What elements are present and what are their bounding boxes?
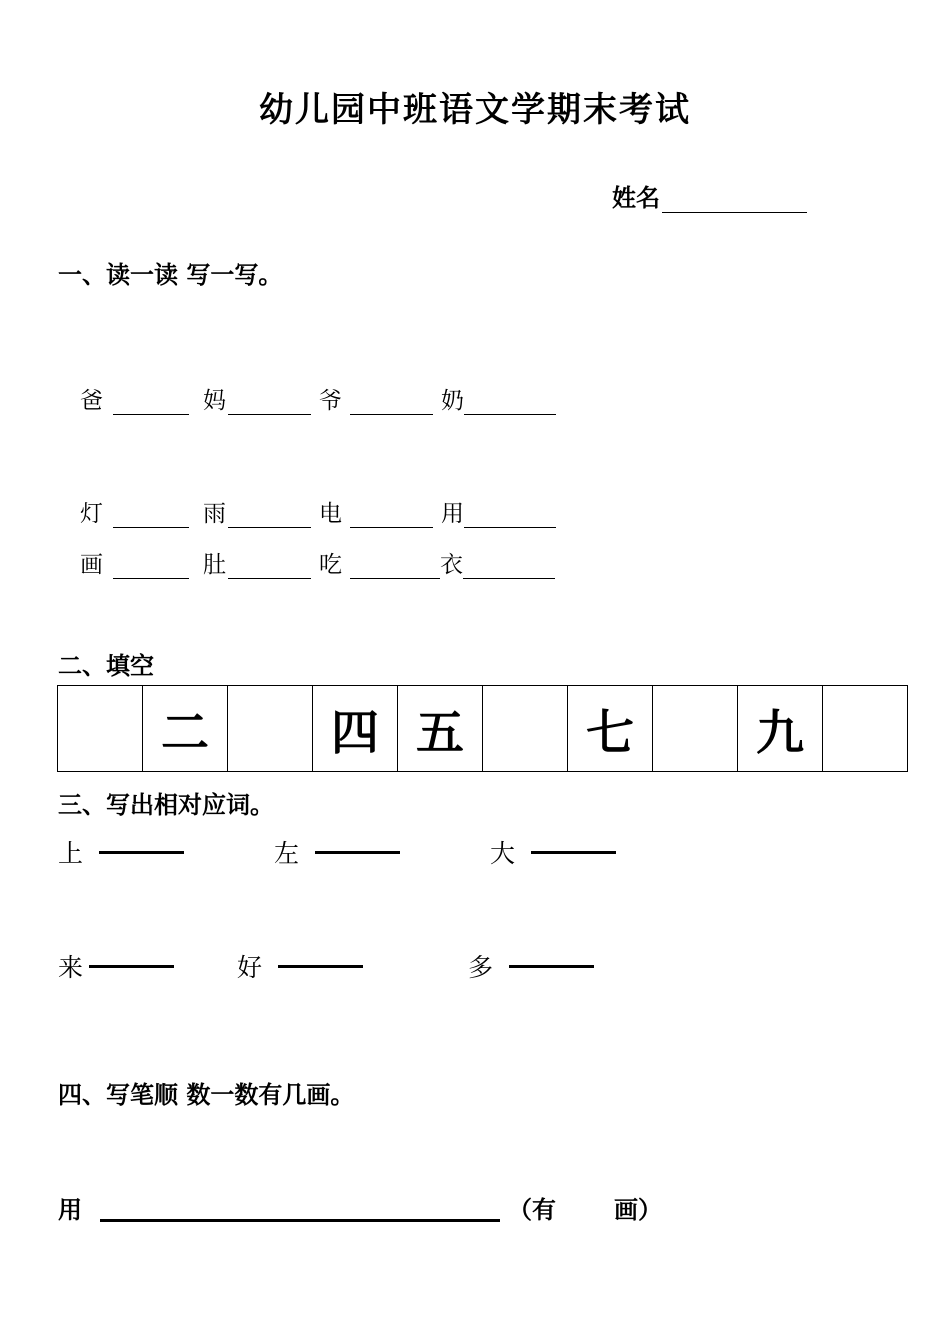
number-grid: [57, 685, 908, 772]
char-item: [319, 546, 440, 579]
write-blank[interactable]: [228, 554, 311, 579]
opposite-item: [468, 948, 594, 984]
section1-row-3: [80, 546, 555, 579]
write-blank[interactable]: [113, 503, 189, 528]
write-blank[interactable]: [228, 503, 311, 528]
grid-cell: 四: [313, 686, 398, 772]
opposite-item: [58, 948, 174, 984]
char-label: 妈: [203, 388, 226, 414]
answer-line[interactable]: [99, 851, 184, 854]
char-label: 奶: [441, 388, 464, 414]
stroke-order-item: [58, 1190, 662, 1225]
answer-line[interactable]: [89, 965, 174, 968]
char-item: [440, 546, 555, 579]
section1-row-1: [80, 382, 556, 415]
write-blank[interactable]: [350, 503, 433, 528]
char-item: [80, 495, 189, 528]
char-item: [441, 495, 556, 528]
char-label: 灯: [80, 501, 103, 527]
char-item: [441, 382, 556, 415]
name-input-line[interactable]: [662, 184, 807, 213]
name-label: 姓名: [612, 183, 660, 212]
stroke-answer-line[interactable]: [100, 1219, 500, 1222]
write-blank[interactable]: [464, 503, 556, 528]
write-blank[interactable]: [113, 390, 189, 415]
grid-cell[interactable]: [483, 686, 568, 772]
section4-heading: 四、写笔顺 数一数有几画。: [58, 1080, 355, 1109]
name-field: [612, 178, 807, 213]
grid-cell: 七: [568, 686, 653, 772]
answer-line[interactable]: [531, 851, 616, 854]
grid-cell[interactable]: [228, 686, 313, 772]
word-label: 大: [490, 839, 516, 868]
char-label: 爸: [80, 388, 103, 414]
opposite-item: [237, 948, 363, 984]
char-item: [203, 546, 311, 579]
word-label: 多: [468, 953, 494, 982]
grid-row: [58, 686, 908, 772]
section1-row-2: [80, 495, 556, 528]
grid-cell[interactable]: [823, 686, 908, 772]
write-blank[interactable]: [113, 554, 189, 579]
grid-cell: 二: [143, 686, 228, 772]
section3-heading: 三、写出相对应词。: [58, 790, 274, 819]
stroke-char: 用: [58, 1195, 82, 1224]
grid-cell: 五: [398, 686, 483, 772]
char-label: 电: [319, 501, 342, 527]
section2-heading: 二、填空: [58, 651, 154, 680]
char-item: [319, 382, 433, 415]
char-label: 爷: [319, 388, 342, 414]
grid-cell: 九: [738, 686, 823, 772]
write-blank[interactable]: [463, 554, 555, 579]
char-label: 画: [80, 552, 103, 578]
word-label: 上: [58, 839, 84, 868]
opposite-item: [58, 834, 184, 870]
word-label: 左: [274, 839, 300, 868]
word-label: 好: [237, 953, 263, 982]
opposite-item: [274, 834, 400, 870]
char-item: [203, 382, 311, 415]
write-blank[interactable]: [350, 554, 440, 579]
stroke-count-close: 画）: [614, 1195, 662, 1224]
char-item: [319, 495, 433, 528]
char-label: 肚: [203, 552, 226, 578]
answer-line[interactable]: [315, 851, 400, 854]
char-item: [80, 546, 189, 579]
char-label: 吃: [319, 552, 342, 578]
grid-cell[interactable]: [653, 686, 738, 772]
char-label: 雨: [203, 501, 226, 527]
section1-heading: 一、读一读 写一写。: [58, 260, 283, 289]
word-label: 来: [58, 953, 84, 982]
answer-line[interactable]: [509, 965, 594, 968]
stroke-count-open: （有: [508, 1195, 556, 1224]
grid-cell[interactable]: [58, 686, 143, 772]
write-blank[interactable]: [228, 390, 311, 415]
write-blank[interactable]: [350, 390, 433, 415]
char-item: [80, 382, 189, 415]
write-blank[interactable]: [464, 390, 556, 415]
opposite-item: [490, 834, 616, 870]
char-item: [203, 495, 311, 528]
answer-line[interactable]: [278, 965, 363, 968]
page-title: 幼儿园中班语文学期末考试: [259, 90, 691, 130]
char-label: 用: [441, 501, 464, 527]
char-label: 衣: [440, 552, 463, 578]
